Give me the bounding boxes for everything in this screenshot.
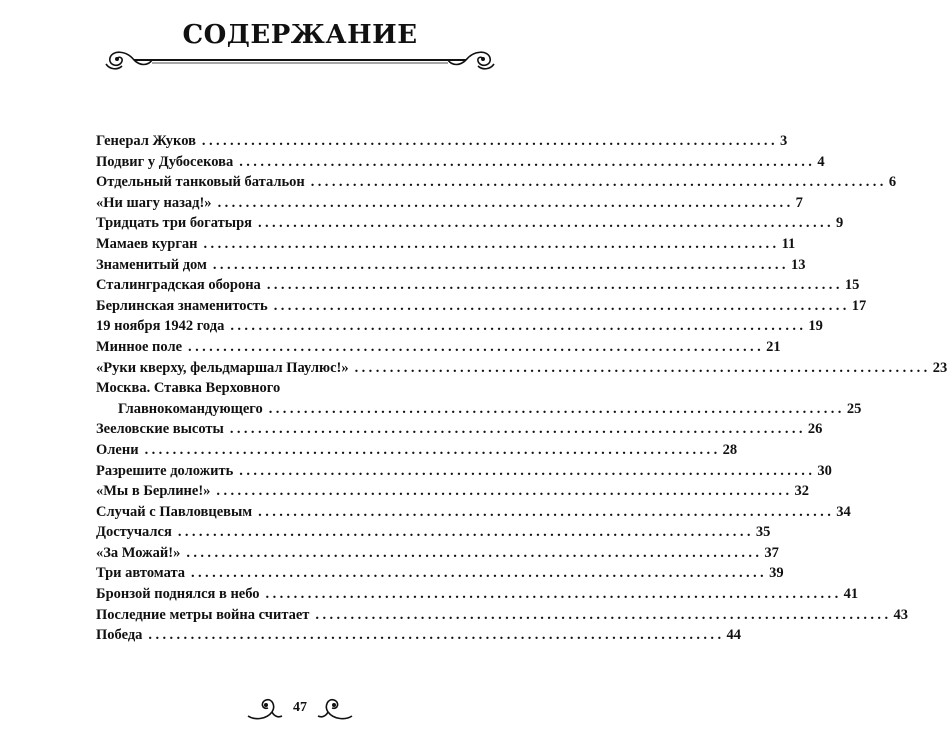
toc-entry-page: 23 bbox=[932, 359, 947, 376]
toc-entry bbox=[96, 419, 823, 440]
toc-entry-title: Зееловские высоты bbox=[96, 421, 224, 438]
toc-entry bbox=[96, 440, 738, 461]
toc-leader-dots: .................................................................................. bbox=[230, 318, 807, 335]
toc-entry-title: Случай с Павловцевым bbox=[96, 503, 253, 520]
toc-entry-title: Три автомата bbox=[96, 565, 185, 582]
toc-entry bbox=[96, 275, 860, 296]
toc-entry-title: Отдельный танковый батальон bbox=[96, 174, 305, 191]
toc-entry-title-continued: Главнокомандующего bbox=[118, 400, 263, 417]
table-of-contents bbox=[96, 131, 947, 646]
toc-entry-title: «Мы в Берлине!» bbox=[96, 483, 211, 500]
toc-entry-title: Тридцать три богатыря bbox=[96, 215, 252, 232]
toc-entry-page: 25 bbox=[846, 400, 862, 417]
toc-leader-dots: .................................................................................. bbox=[203, 235, 780, 252]
toc-entry bbox=[96, 522, 771, 543]
toc-leader-dots: .................................................................................. bbox=[273, 297, 850, 314]
page-title: СОДЕРЖАНИЕ bbox=[182, 20, 418, 50]
toc-leader-dots: .................................................................................. bbox=[310, 174, 887, 191]
toc-leader-dots: .................................................................................. bbox=[258, 503, 835, 520]
toc-leader-dots: .................................................................................. bbox=[217, 194, 794, 211]
toc-entry-title: Берлинская знаменитость bbox=[96, 297, 268, 314]
toc-entry-title: Москва. Ставка Верховного bbox=[96, 380, 281, 397]
toc-entry bbox=[96, 543, 779, 564]
toc-entry-page: 6 bbox=[888, 174, 897, 191]
toc-entry bbox=[96, 358, 947, 379]
toc-entry-continuation bbox=[96, 399, 862, 420]
toc-entry-title: Сталинградская оборона bbox=[96, 277, 261, 294]
toc-leader-dots: .................................................................................. bbox=[266, 277, 843, 294]
toc-entry-title: Победа bbox=[96, 627, 143, 644]
toc-entry bbox=[96, 316, 823, 337]
toc-entry-page: 30 bbox=[817, 462, 832, 479]
footer-right-scroll-icon bbox=[318, 700, 352, 719]
footer-left-scroll-icon bbox=[248, 700, 282, 719]
toc-entry-page: 37 bbox=[764, 544, 779, 561]
toc-leader-dots: .................................................................................. bbox=[229, 421, 806, 438]
toc-entry bbox=[96, 337, 781, 358]
toc-entry-page: 43 bbox=[893, 606, 908, 623]
toc-leader-dots: .................................................................................. bbox=[186, 544, 763, 561]
toc-entry-title: «Ни шагу назад!» bbox=[96, 194, 212, 211]
toc-entry-title: «За Можай!» bbox=[96, 544, 181, 561]
toc-leader-dots: .................................................................................. bbox=[191, 565, 768, 582]
toc-entry-page: 15 bbox=[844, 277, 860, 294]
toc-entry bbox=[96, 255, 806, 276]
page-number: 47 bbox=[293, 700, 307, 715]
toc-leader-dots: .................................................................................. bbox=[216, 483, 793, 500]
toc-entry-page: 13 bbox=[790, 256, 806, 273]
toc-entry-page: 28 bbox=[722, 441, 738, 458]
toc-entry-page: 9 bbox=[836, 215, 844, 232]
toc-entry-page: 44 bbox=[726, 627, 741, 644]
toc-entry-page: 32 bbox=[794, 483, 809, 500]
toc-entry bbox=[96, 152, 825, 173]
toc-leader-dots: .................................................................................. bbox=[188, 338, 765, 355]
toc-entry-title: Разрешите доложить bbox=[96, 462, 234, 479]
toc-entry bbox=[96, 131, 788, 152]
toc-leader-dots: .................................................................................. bbox=[144, 441, 721, 458]
toc-entry-page: 41 bbox=[843, 586, 859, 603]
toc-leader-dots: .................................................................................. bbox=[265, 586, 842, 603]
toc-entry-title: Знаменитый дом bbox=[96, 256, 207, 273]
toc-entry-page: 4 bbox=[817, 153, 825, 170]
toc-leader-dots: .................................................................................. bbox=[315, 606, 892, 623]
toc-entry-title: Генерал Жуков bbox=[96, 133, 196, 149]
toc-entry bbox=[96, 213, 844, 234]
toc-leader-dots: .................................................................................. bbox=[239, 153, 816, 170]
toc-entry-title: Мамаев курган bbox=[96, 235, 198, 252]
toc-entry-title: Последние метры война считает bbox=[96, 606, 310, 623]
toc-entry bbox=[96, 461, 832, 482]
toc-entry bbox=[96, 296, 867, 317]
toc-entry bbox=[96, 234, 796, 255]
toc-entry-page: 35 bbox=[755, 524, 771, 541]
toc-leader-dots: .................................................................................. bbox=[239, 462, 816, 479]
toc-entry-page: 17 bbox=[851, 297, 867, 314]
toc-leader-dots: .................................................................................. bbox=[212, 256, 789, 273]
toc-entry bbox=[96, 563, 784, 584]
toc-leader-dots: .................................................................................. bbox=[354, 359, 931, 376]
toc-entry-title: Олени bbox=[96, 441, 139, 458]
toc-entry-page: 7 bbox=[795, 194, 803, 211]
toc-entry bbox=[96, 481, 809, 502]
toc-entry-page: 21 bbox=[766, 338, 781, 355]
toc-entry bbox=[96, 584, 859, 605]
toc-leader-dots: .................................................................................. bbox=[257, 215, 835, 232]
toc-leader-dots: .................................................................................. bbox=[201, 133, 778, 149]
toc-entry-page: 34 bbox=[836, 503, 851, 520]
toc-entry-title: 19 ноября 1942 года bbox=[96, 318, 225, 335]
toc-entry-title: Бронзой поднялся в небо bbox=[96, 586, 260, 603]
toc-leader-dots: .................................................................................. bbox=[268, 400, 845, 417]
toc-entry-title: Достучался bbox=[96, 524, 172, 541]
toc-entry-page: 26 bbox=[807, 421, 823, 438]
toc-entry-page: 39 bbox=[769, 565, 784, 582]
toc-entry-title: Подвиг у Дубосекова bbox=[96, 153, 234, 170]
toc-entry bbox=[96, 172, 897, 193]
toc-entry-title: «Руки кверху, фельдмаршал Паулюс!» bbox=[96, 359, 349, 376]
title-ornament-rule bbox=[104, 44, 496, 74]
toc-entry-title: Минное поле bbox=[96, 338, 183, 355]
toc-entry bbox=[96, 502, 851, 523]
toc-entry-page: 11 bbox=[781, 235, 796, 252]
toc-leader-dots: .................................................................................. bbox=[177, 524, 754, 541]
toc-entry bbox=[96, 193, 803, 214]
toc-entry-page: 19 bbox=[808, 318, 823, 335]
toc-entry-page: 3 bbox=[779, 133, 788, 149]
toc-entry bbox=[96, 605, 908, 626]
toc-entry bbox=[96, 625, 741, 646]
toc-leader-dots: .................................................................................. bbox=[148, 627, 725, 644]
toc-entry-multiline bbox=[96, 378, 500, 399]
